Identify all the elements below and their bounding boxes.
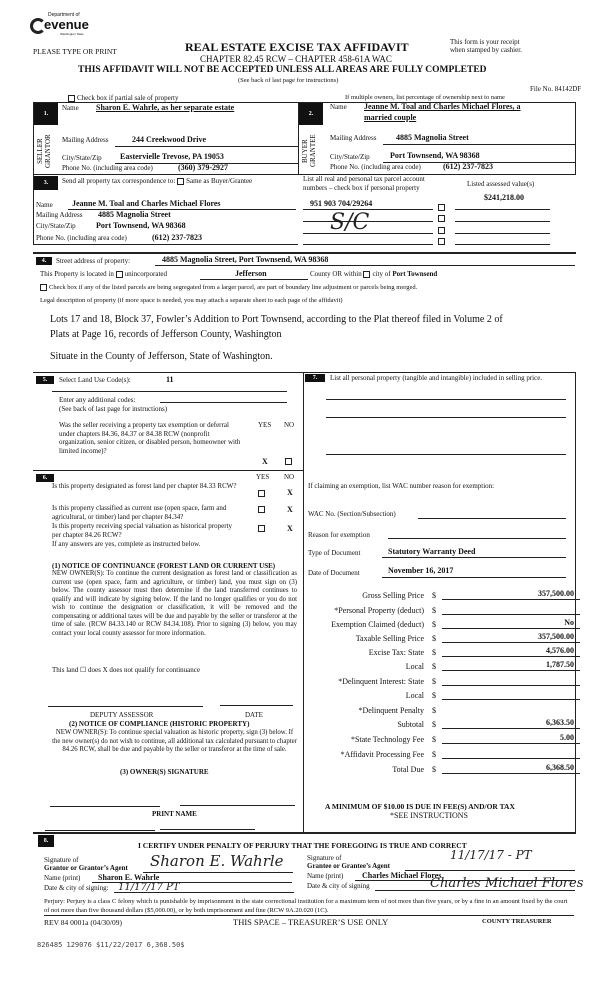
- seller-address-line: [115, 146, 298, 147]
- handwritten-initials: S/C: [330, 210, 370, 235]
- s6-q3-no-mark[interactable]: X: [287, 524, 293, 533]
- treasurer-use-label: THIS SPACE – TREASURER’S USE ONLY: [233, 917, 389, 927]
- county-or-row: [310, 270, 437, 278]
- dollar-sign: $: [432, 591, 436, 600]
- s6-question-2: Is this property classified as current use (open space, farm and agricultural, or timber) land per chapter 84.34?: [52, 504, 227, 521]
- amount-label: Total Due: [392, 765, 424, 774]
- dollar-sign: $: [432, 706, 436, 715]
- partial-sale-checkbox-row[interactable]: [68, 94, 178, 102]
- doc-type-line: [382, 557, 566, 558]
- lower-divider: [303, 372, 304, 832]
- street-label: Street address of property:: [56, 257, 131, 265]
- buyer-name-2[interactable]: married couple: [364, 113, 417, 122]
- buyer-address-label: Mailing Address: [330, 134, 377, 142]
- amount-label: Excise Tax: State: [368, 648, 424, 657]
- deputy-sig-line: [48, 706, 203, 707]
- personal-property-line-1[interactable]: [326, 399, 566, 400]
- unincorporated-checkbox[interactable]: [116, 271, 123, 278]
- legal-desc-line-1[interactable]: Lots 17 and 18, Block 37, Fowler’s Addition to Port Townsend, according to the Plat thereof filed in Volume 2 of: [50, 314, 503, 325]
- assessed-line-3: [455, 233, 550, 234]
- seller-side-label: SELLER GRANTOR: [36, 134, 52, 168]
- doc-date-line: [382, 577, 566, 578]
- buyer-address[interactable]: 4885 Magnolia Street: [396, 133, 469, 142]
- correspondence-label: Send all property tax correspondence to:: [62, 177, 176, 185]
- s5-no-header: NO: [284, 421, 295, 429]
- s6-question-1: Is this property designated as forest land per chapter 84.33 RCW?: [52, 482, 237, 490]
- parcel-personal-checkbox-1[interactable]: [438, 204, 445, 211]
- additional-codes-input[interactable]: [160, 402, 287, 403]
- logo-dept-text: Department of: [48, 12, 80, 18]
- taxable-selling-price[interactable]: 357,500.00: [442, 632, 580, 643]
- reason-input[interactable]: [388, 538, 566, 539]
- dollar-sign: $: [432, 662, 436, 671]
- amount-label: *Delinquent Penalty: [358, 706, 424, 715]
- parcel-checkboxes: [438, 202, 447, 248]
- city-of-label: city of: [372, 270, 391, 278]
- assessed-line-2: [455, 221, 550, 222]
- delinquent-interest-state[interactable]: [442, 675, 580, 686]
- form-subtitle: CHAPTER 82.45 RCW – CHAPTER 458-61A WAC: [200, 54, 392, 64]
- section-6-badge: 6.: [36, 474, 54, 482]
- dollar-sign: $: [432, 691, 436, 700]
- amount-label: Exemption Claimed (deduct): [331, 620, 424, 629]
- s5-yes-header: YES: [258, 421, 272, 429]
- amount-row-subtotal: [310, 717, 580, 729]
- same-as-buyer-label: Same as Buyer/Grantee: [186, 177, 253, 185]
- exemption-label: If claiming an exemption, list WAC number reason for exemption:: [308, 482, 495, 490]
- see-instructions: *SEE INSTRUCTIONS: [390, 811, 469, 820]
- excise-tax-state[interactable]: 4,576.00: [442, 646, 580, 657]
- segregated-label: Check box if any of the listed parcels are being segregated from a larger parcel, are part of boundary line adjustment or parcels being merged.: [49, 284, 418, 291]
- section-5-badge: 5.: [36, 376, 54, 384]
- amount-row-delinq-local: [310, 688, 580, 700]
- section-3-badge: 3.: [34, 176, 58, 190]
- assessed-line-1: [455, 209, 550, 210]
- section-2-badge: 2.: [299, 103, 323, 125]
- buyer-name-1[interactable]: Jeanne M. Toal and Charles Michael Flores, a: [364, 102, 521, 111]
- amount-row-tech-fee: [310, 732, 580, 744]
- seller-city-label: City/State/Zip: [62, 154, 102, 162]
- s5-no-checkbox-wrap: [285, 457, 294, 465]
- assessed-value-1[interactable]: $241,218.00: [484, 193, 524, 202]
- amount-row-delinq-state: [310, 674, 580, 686]
- parcel-line-4: [303, 244, 433, 245]
- deputy-date-line: [220, 705, 293, 706]
- county-treasurer-label: COUNTY TREASURER: [482, 918, 552, 925]
- parcels-label-1: List all real and personal tax parcel account: [303, 175, 425, 183]
- land-use-label: Select Land Use Code(s):: [59, 376, 131, 384]
- delinquent-penalty[interactable]: [442, 704, 580, 715]
- amount-row-personal: [310, 603, 580, 615]
- amount-label: *Personal Property (deduct): [334, 606, 424, 615]
- s5-no-checkbox[interactable]: [285, 458, 292, 465]
- partial-sale-label: Check box if partial sale of property: [77, 94, 179, 102]
- grantee-sig-date-note[interactable]: 11/17/17 - PT: [450, 848, 532, 862]
- excise-tax-local[interactable]: 1,787.50: [442, 660, 580, 671]
- corr-city-label: City/State/Zip: [36, 222, 76, 230]
- dollar-sign: $: [432, 677, 436, 686]
- section-1-badge: 1.: [34, 103, 58, 125]
- dollar-sign: $: [432, 750, 436, 759]
- logo-state-text: Washington State: [60, 32, 84, 36]
- personal-property-label: List all personal property (tangible and intangible) included in selling price.: [330, 374, 543, 382]
- affidavit-processing-fee[interactable]: [442, 748, 580, 759]
- grantee-date-label: Date & city of signing: [307, 882, 370, 890]
- treasurer-stamp: 826485 129076 $11/22/2017 6,368.50$: [37, 941, 185, 949]
- corr-address-label: Mailing Address: [36, 211, 83, 219]
- amount-label: Local: [405, 662, 424, 671]
- file-number: File No. 84142DF: [530, 85, 582, 93]
- perjury-statement: Perjury: Perjury is a class C felony which is punishable by imprisonment in the state correctional institution for a maximum term of not more than five years, or by a fine in an amount fixed by the court of not more than five thousand dollars ($5,000.00), or by both imprisonment and fine (RCW 9A.20.020 (1C).: [44, 898, 574, 916]
- property-city[interactable]: Port Townsend: [392, 270, 438, 278]
- unincorporated-label: unincorporated: [124, 270, 168, 278]
- buyer-phone[interactable]: (612) 237-7823: [443, 162, 493, 171]
- s5-yes-mark[interactable]: X: [262, 457, 268, 466]
- total-due[interactable]: 6,368.50: [442, 763, 580, 774]
- corr-address[interactable]: 4885 Magnolia Street: [98, 210, 171, 219]
- grantor-signature[interactable]: Sharon E. Wahrle: [150, 852, 284, 870]
- additional-codes-note: (See back of last page for instructions): [59, 405, 168, 413]
- s6-q2-yes-checkbox[interactable]: [258, 506, 265, 513]
- exemption-claimed[interactable]: No: [442, 618, 580, 629]
- instructions-note: (See back of last page for instructions): [238, 77, 339, 84]
- seller-city[interactable]: Eastervielle Trevose, PA 19053: [120, 152, 224, 161]
- county-line: [200, 279, 308, 280]
- seller-phone-label: Phone No. (including area code): [62, 164, 153, 172]
- gross-selling-price[interactable]: 357,500.00: [442, 589, 580, 600]
- dollar-sign: $: [432, 648, 436, 657]
- buyer-name-label: Name: [330, 103, 347, 111]
- receipt-note-2: when stamped by cashier.: [450, 46, 522, 54]
- amount-row-affidavit-fee: [310, 747, 580, 759]
- amount-row-excise-state: [310, 645, 580, 657]
- assessed-line-4: [455, 244, 550, 245]
- situate-text[interactable]: Situate in the County of Jefferson, State of Washington.: [50, 351, 273, 362]
- parcels-label-2: numbers – check box if personal property: [303, 184, 420, 192]
- seller-name[interactable]: Sharon E. Wahrle, as her separate estate: [96, 103, 235, 112]
- print-name-line-2: [160, 829, 255, 830]
- buyer-address-line: [383, 144, 575, 145]
- print-name-label: PRINT NAME: [152, 810, 197, 818]
- parcel-personal-checkbox-3[interactable]: [438, 227, 445, 234]
- state-technology-fee[interactable]: 5.00: [442, 733, 580, 744]
- doc-type[interactable]: Statutory Warranty Deed: [388, 547, 476, 556]
- grantor-sig-label-2: Grantor or Grantor’s Agent: [44, 864, 128, 872]
- s6-q1-yes-wrap: [258, 489, 267, 497]
- seller-address-label: Mailing Address: [62, 136, 109, 144]
- amount-row-excise-local: [310, 659, 580, 671]
- grantee-sig-label-2: Grantee or Grantee’s Agent: [307, 862, 391, 870]
- dollar-sign: $: [432, 634, 436, 643]
- additional-codes-label: Enter any additional codes:: [59, 396, 136, 404]
- segregated-row: [40, 284, 417, 291]
- property-county[interactable]: Jefferson: [235, 269, 267, 278]
- certify-title: I CERTIFY UNDER PENALTY OF PERJURY THAT THE FOREGOING IS TRUE AND CORRECT: [138, 841, 467, 850]
- notice2-title: (2) NOTICE OF COMPLIANCE (HISTORIC PROPERTY): [69, 720, 250, 728]
- amount-row-gross: [310, 588, 580, 600]
- amount-label: Subtotal: [397, 720, 424, 729]
- minimum-note: A MINIMUM OF $10.00 IS DUE IN FEE(S) AND/OR TAX: [325, 802, 515, 811]
- grantor-sig-label-1: Signature of: [44, 856, 79, 864]
- s6-question-3: Is this property receiving special valuation as historical property per chapter 84.26 RCW?: [52, 522, 233, 539]
- grantor-name[interactable]: Sharon E. Wahrle: [98, 873, 160, 882]
- s6-no-header: NO: [284, 473, 295, 481]
- section-8-badge: 8.: [38, 835, 54, 847]
- print-name-line-1: [45, 830, 155, 831]
- parcel-number-1[interactable]: 951 903 704/29264: [310, 199, 373, 208]
- amount-label: *State Technology Fee: [350, 735, 424, 744]
- s6-q2-no-mark[interactable]: X: [287, 505, 293, 514]
- legal-desc-line-2[interactable]: Plats at Page 16, records of Jefferson County, Washington: [50, 329, 282, 340]
- doc-date[interactable]: November 16, 2017: [388, 566, 454, 575]
- buyer-side-label: BUYER GRANTEE: [301, 134, 317, 168]
- doc-type-label: Type of Document: [308, 549, 361, 557]
- continuance-text: This land ☐ does X does not qualify for continuance: [52, 666, 200, 674]
- county-or-label: County OR within: [310, 270, 362, 278]
- corr-phone[interactable]: (612) 237-7823: [152, 233, 202, 242]
- dollar-sign: $: [432, 606, 436, 615]
- s6-q1-yes-checkbox[interactable]: [258, 490, 265, 497]
- located-in-row: [40, 270, 167, 278]
- s6-q3-yes-wrap: [258, 524, 267, 532]
- grantor-date[interactable]: 11/17/17 PT: [118, 882, 180, 893]
- owner-sig-line-1: [50, 806, 160, 807]
- dollar-sign: $: [432, 735, 436, 744]
- seller-address[interactable]: 244 Creekwood Drive: [132, 135, 207, 144]
- deputy-assessor-label: DEPUTY ASSESSOR: [90, 711, 154, 719]
- buyer-city-label: City/State/Zip: [330, 153, 370, 161]
- s6-yes-header: YES: [256, 473, 270, 481]
- s6-if-yes: If any answers are yes, complete as instructed below.: [52, 540, 201, 548]
- date-label: DATE: [245, 711, 263, 719]
- form-revision: REV 84 0001a (04/30/09): [44, 918, 122, 927]
- amount-label: Taxable Selling Price: [355, 634, 424, 643]
- grantor-name-label: Name (print): [44, 874, 81, 882]
- amount-row-exemption: [310, 617, 580, 629]
- s6-q1-no-mark[interactable]: X: [287, 488, 293, 497]
- amount-row-taxable: [310, 631, 580, 643]
- parcel-personal-checkbox-4[interactable]: [438, 238, 445, 245]
- logo-main-text: evenue: [44, 17, 89, 32]
- personal-property-line-2[interactable]: [326, 417, 566, 418]
- s6-q2-yes-wrap: [258, 505, 267, 513]
- amount-label: Local: [405, 691, 424, 700]
- corr-city[interactable]: Port Townsend, WA 98368: [96, 221, 186, 230]
- subtotal[interactable]: 6,363.50: [442, 718, 580, 729]
- grantor-sig-line: [143, 872, 293, 873]
- reason-label: Reason for exemption: [308, 531, 370, 539]
- personal-property-line-3[interactable]: [326, 454, 566, 455]
- form-title: REAL ESTATE EXCISE TAX AFFIDAVIT: [185, 40, 409, 54]
- corr-phone-label: Phone No. (including area code): [36, 234, 127, 242]
- within-city-checkbox[interactable]: [363, 271, 370, 278]
- partial-sale-checkbox[interactable]: [68, 95, 75, 102]
- dollar-sign: $: [432, 720, 436, 729]
- receipt-note-1: This form is your receipt: [450, 38, 520, 46]
- land-use-line: [52, 391, 287, 392]
- seller-name-label: Name: [62, 104, 79, 112]
- seller-phone[interactable]: (360) 379-2927: [178, 163, 228, 172]
- grantee-name[interactable]: Charles Michael Flores: [362, 871, 442, 880]
- located-in-label: This Property is located in: [40, 270, 114, 278]
- section-7-badge: 7.: [305, 374, 325, 382]
- wac-input[interactable]: [418, 518, 566, 519]
- section-8-top-rule: [33, 832, 576, 834]
- wac-label: WAC No. (Section/Subsection): [308, 510, 396, 518]
- owner-sig-label: (3) OWNER(S) SIGNATURE: [120, 768, 209, 776]
- notice1-body: NEW OWNER(S): To continue the current designation as forest land or classification as current use (open space, farm and agriculture, or timber) land, you must sign on (3) below. The county assessor must then determine if the land transferred continues to qualify and will indicate by signing below. If the land no longer qualifies or you do not wish to continue the designation or classification, it will be removed and the compensating or additional taxes will be due and payable by the seller or transferor at the time of sale. (RCW 84.33.140 or RCW 84.34.108). Prior to signing (3) below, you may contact your local county assessor for more information.: [52, 570, 297, 637]
- property-street[interactable]: 4885 Magnolia Street, Port Townsend, WA 98368: [162, 255, 329, 264]
- multiple-owners-note: If multiple owners, list percentage of ownership next to name: [345, 94, 505, 101]
- corr-name-label: Name: [36, 201, 53, 209]
- buyer-city[interactable]: Port Townsend, WA 98368: [390, 151, 480, 160]
- amount-label: *Delinquent Interest: State: [338, 677, 424, 686]
- s6-q3-yes-checkbox[interactable]: [258, 525, 265, 532]
- notice2-body: NEW OWNER(S): To continue special valuation as historic property, sign (3) below. If the new owner(s) do not wish to continue, all additional tax calculated pursuant to chapter 84.26 RCW, shall be due and payable by the seller or transferor at the time of sale.: [52, 729, 297, 753]
- grantee-name-label: Name (print): [307, 872, 344, 880]
- delinquent-interest-local[interactable]: [442, 689, 580, 700]
- legal-desc-label: Legal description of property (if more space is needed, you may attach a separate sheet to each page of the affidavit): [40, 297, 343, 304]
- amount-label: Gross Selling Price: [362, 591, 424, 600]
- personal-property-deduct[interactable]: [442, 604, 580, 615]
- owner-sig-line-2: [180, 805, 295, 806]
- grantee-signature[interactable]: Charles Michael Flores: [430, 876, 584, 891]
- amount-row-penalty: [310, 703, 580, 715]
- street-line: [155, 265, 575, 266]
- amount-row-total: [310, 762, 580, 774]
- please-type-label: PLEASE TYPE OR PRINT: [33, 47, 117, 56]
- parcel-personal-checkbox-2[interactable]: [438, 215, 445, 222]
- amount-label: *Affidavit Processing Fee: [340, 750, 424, 759]
- notice1-title: (1) NOTICE OF CONTINUANCE (FOREST LAND OR CURRENT USE): [52, 562, 276, 570]
- section-4-top-rule: [33, 252, 576, 254]
- warning-banner: THIS AFFIDAVIT WILL NOT BE ACCEPTED UNLESS ALL AREAS ARE FULLY COMPLETED: [78, 65, 487, 75]
- section-4-badge: 4.: [36, 257, 52, 265]
- dor-logo: [30, 12, 100, 38]
- assessed-value-label: Listed assessed value(s): [467, 180, 535, 188]
- section-6-top-rule: [33, 470, 303, 471]
- segregated-checkbox[interactable]: [40, 284, 47, 291]
- grantee-sig-label-1: Signature of: [307, 854, 342, 862]
- exemption-question: Was the seller receiving a property tax exemption or deferral under chapters 84.36, 84.37 or 84.38 RCW (nonprofit organization, senior citizen, or disabled person, homeowner with limited income)?: [59, 421, 241, 455]
- corr-name[interactable]: Jeanne M. Toal and Charles Michael Flores: [72, 199, 221, 208]
- dollar-sign: $: [432, 620, 436, 629]
- doc-date-label: Date of Document: [308, 569, 360, 577]
- dollar-sign: $: [432, 765, 436, 774]
- same-as-buyer-checkbox[interactable]: [177, 178, 184, 185]
- correspondence-row: [62, 177, 252, 185]
- buyer-phone-label: Phone No. (including area code): [330, 163, 421, 171]
- land-use-code[interactable]: 11: [166, 375, 174, 384]
- grantor-date-label: Date & city of signing:: [44, 884, 109, 892]
